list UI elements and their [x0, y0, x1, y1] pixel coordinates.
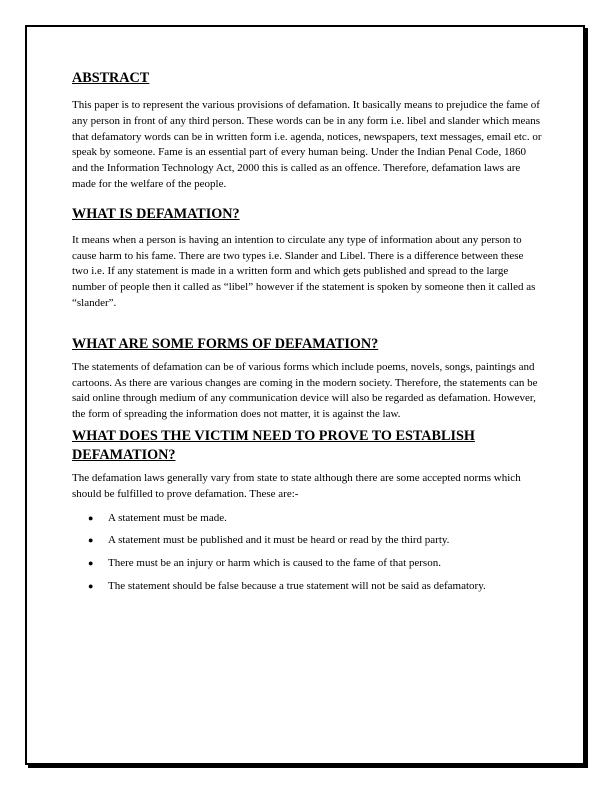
list-item — [72, 511, 542, 526]
definition-paragraph: It means when a person is having an intention to circulate any type of information about any person to cause harm to his fame. There are two types i.e. Slander and Libel. There is a difference between these two i.e. If any statement is made in a written form and which gets published and spread to the large number of people then it called as “libel” however if the statement is spoken by someone then it called as “slander”. — [72, 233, 536, 309]
abstract-heading: ABSTRACT — [72, 70, 150, 86]
bullet-icon: ● — [88, 512, 94, 523]
list-item — [72, 579, 542, 594]
list-item-text: A statement must be published and it must be heard or read by the third party. — [108, 534, 450, 547]
bullet-icon: ● — [88, 580, 94, 591]
list-item — [72, 556, 542, 571]
prove-paragraph: The defamation laws generally vary from state to state although there are some accepted norms which should be fulfilled to prove defamation. These are:- — [72, 471, 521, 500]
forms-heading: WHAT ARE SOME FORMS OF DEFAMATION? — [72, 335, 379, 352]
list-item — [72, 533, 542, 548]
list-item-text: The statement should be false because a true statement will not be said as defamatory. — [108, 579, 486, 592]
requirements-list — [72, 511, 542, 594]
bullet-icon: ● — [88, 535, 94, 546]
list-item-text: There must be an injury or harm which is caused to the fame of that person. — [108, 557, 441, 570]
abstract-paragraph: This paper is to represent the various provisions of defamation. It basically means to prejudice the fame of any person in front of any third person. These words can be in any form i.e. libel and slander which means that defamatory words can be in written form i.e. agenda, notices, newspapers, text messages, email etc. or speak by someone. Fame is an essential part of every human being. Under the Indian Penal Code, 1860 and the Information Technology Act, 2000 this is called as an offence. Therefore, defamation laws are made for the welfare of the people. — [72, 99, 542, 190]
bullet-icon: ● — [88, 558, 94, 569]
definition-heading: WHAT IS DEFAMATION? — [72, 205, 240, 222]
forms-paragraph: The statements of defamation can be of various forms which include poems, novels, songs, paintings and cartoons. As there are various changes are coming in the modern society. Therefore, the statements can be said online through medium of any communication device will also be regarded as defamation. However, the form of spreading the information does not matter, it is against the law. — [72, 360, 538, 421]
list-item-text: A statement must be made. — [108, 511, 227, 524]
prove-heading: WHAT DOES THE VICTIM NEED TO PROVE TO ESTABLISH DEFAMATION? — [72, 427, 475, 463]
document-content — [72, 70, 542, 602]
